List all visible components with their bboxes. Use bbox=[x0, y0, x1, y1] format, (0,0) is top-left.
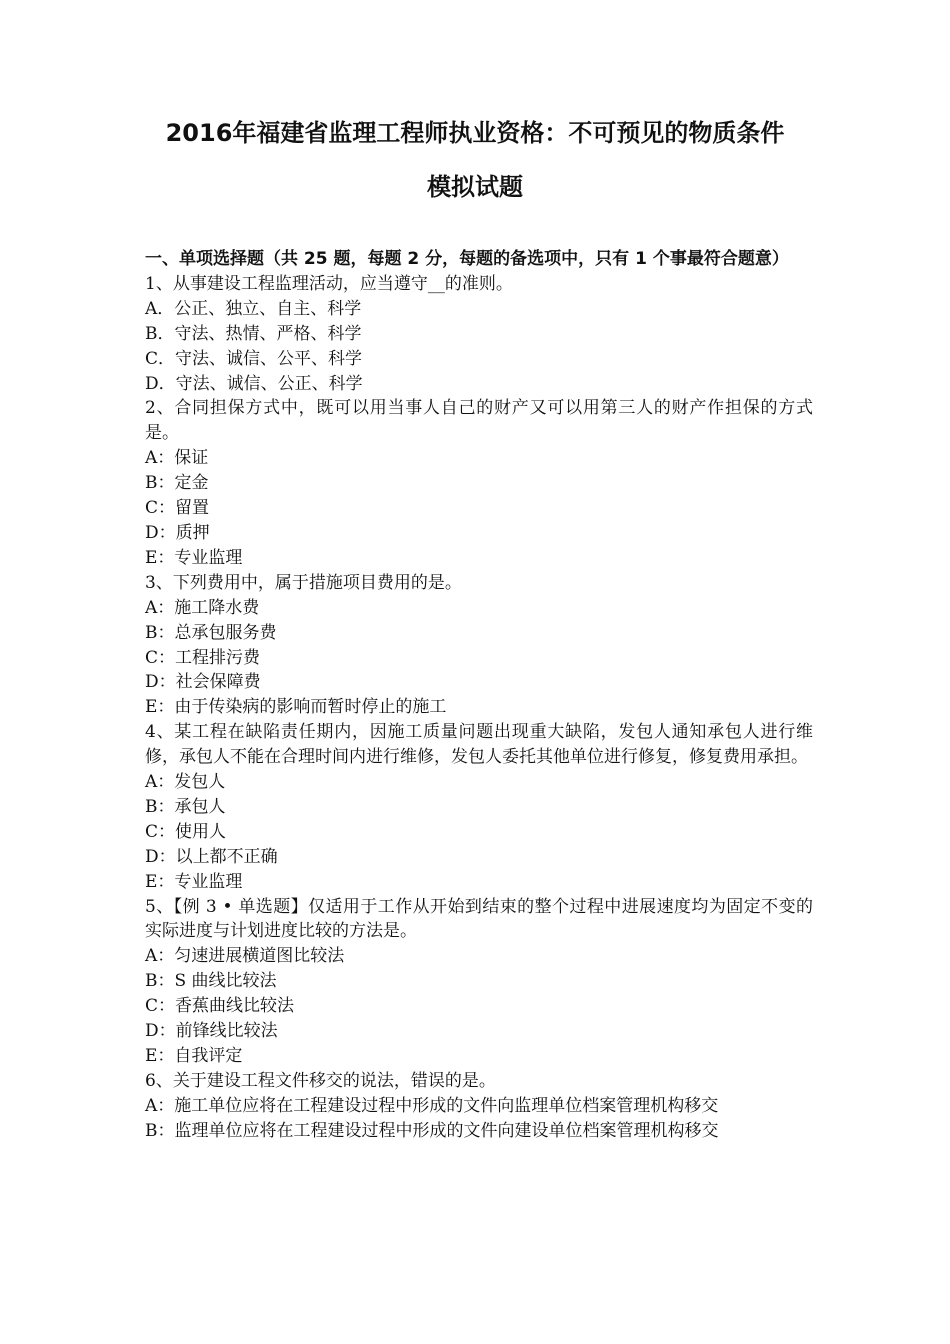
option-e: E：专业监理 bbox=[145, 871, 243, 892]
option-e: E：由于传染病的影响而暂时停止的施工 bbox=[145, 697, 447, 718]
question-6 bbox=[145, 1069, 813, 1144]
question-text: 3、下列费用中，属于措施项目费用的是。 bbox=[145, 572, 462, 593]
document-body bbox=[145, 247, 813, 1144]
question-text: 6、关于建设工程文件移交的说法，错误的是。 bbox=[145, 1070, 496, 1091]
option-b: B：定金 bbox=[145, 473, 209, 494]
option-c: C．守法、诚信、公平、科学 bbox=[145, 348, 363, 369]
option-a: A：施工降水费 bbox=[145, 597, 260, 618]
document-title-line-1: 2016年福建省监理工程师执业资格：不可预见的物质条件 bbox=[165, 119, 785, 147]
question-text: 5、【例 3 • 单选题】仅适用于工作从开始到结束的整个过程中进展速度均为固定不变的实际进度与计划进度比较的方法是。 bbox=[145, 896, 813, 942]
option-b: B：总承包服务费 bbox=[145, 622, 277, 643]
question-text: 2、合同担保方式中，既可以用当事人自己的财产又可以用第三人的财产作担保的方式是。 bbox=[145, 398, 813, 444]
option-a: A．公正、独立、自主、科学 bbox=[145, 298, 362, 319]
option-a: A：保证 bbox=[145, 448, 209, 469]
option-d: D：以上都不正确 bbox=[145, 846, 278, 867]
option-b: B．守法、热情、严格、科学 bbox=[145, 323, 362, 344]
option-e: E：专业监理 bbox=[145, 547, 243, 568]
document-title-line-2: 模拟试题 bbox=[427, 173, 523, 201]
option-b: B：监理单位应将在工程建设过程中形成的文件向建设单位档案管理机构移交 bbox=[145, 1120, 719, 1141]
option-d: D：前锋线比较法 bbox=[145, 1021, 278, 1042]
option-b: B：S 曲线比较法 bbox=[145, 971, 277, 992]
option-d: D．守法、诚信、公正、科学 bbox=[145, 373, 363, 394]
question-5 bbox=[145, 895, 813, 1069]
option-b: B：承包人 bbox=[145, 796, 226, 817]
question-2 bbox=[145, 396, 813, 570]
question-text: 4、某工程在缺陷责任期内，因施工质量问题出现重大缺陷，发包人通知承包人进行维修，承包人不能在合理时间内进行维修，发包人委托其他单位进行修复，修复费用承担。 bbox=[145, 722, 813, 768]
question-text: 1、从事建设工程监理活动，应当遵守__的准则。 bbox=[145, 273, 513, 294]
option-c: C：使用人 bbox=[145, 821, 227, 842]
option-e: E：自我评定 bbox=[145, 1046, 243, 1066]
option-c: C：香蕉曲线比较法 bbox=[145, 996, 295, 1017]
option-d: D：质押 bbox=[145, 522, 210, 543]
question-1 bbox=[145, 272, 813, 397]
option-c: C：留置 bbox=[145, 498, 210, 519]
section-heading: 一、单项选择题（共 25 题，每题 2 分，每题的备选项中，只有 1 个事最符合题意） bbox=[145, 249, 789, 269]
option-a: A：匀速进展横道图比较法 bbox=[145, 946, 345, 967]
option-d: D：社会保障费 bbox=[145, 672, 261, 693]
question-3 bbox=[145, 571, 813, 720]
option-a: A：发包人 bbox=[145, 772, 226, 793]
option-c: C：工程排污费 bbox=[145, 647, 261, 668]
option-a: A：施工单位应将在工程建设过程中形成的文件向监理单位档案管理机构移交 bbox=[145, 1095, 719, 1116]
question-4 bbox=[145, 720, 813, 894]
